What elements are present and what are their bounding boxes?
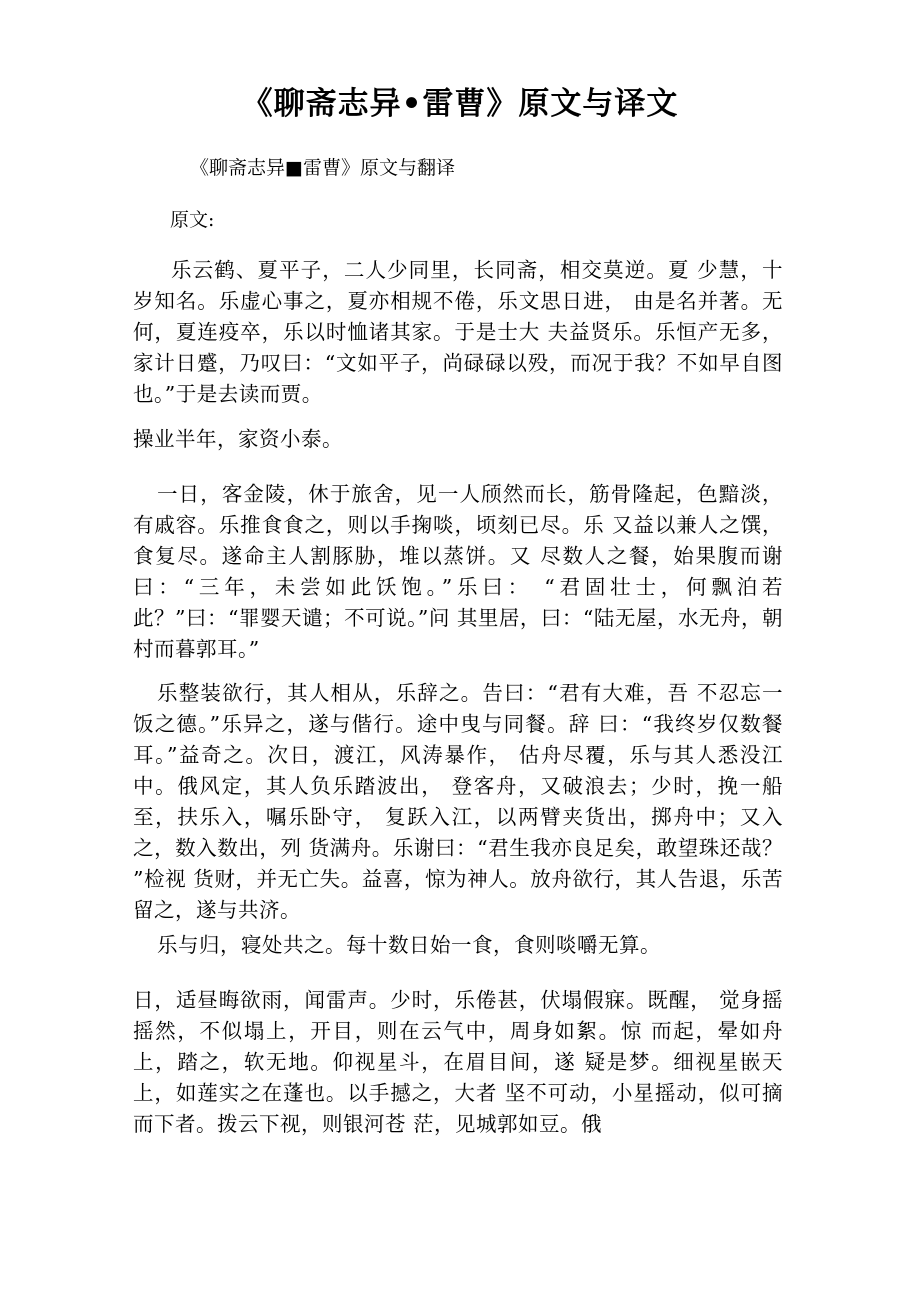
paragraph: 乐与归，寝处共之。每十数日始一食，食则啖嚼无算。: [157, 933, 661, 957]
section-label: 原文:: [170, 209, 215, 231]
paragraph: 乐云鹤、夏平子，二人少同里，长同斋，相交莫逆。夏 少慧，十岁知名。乐虚心事之，夏亦相规不倦，乐文思日进， 由是名并著。无何，夏连疫卒，乐以时恤诸其家。于是士大 夫益贤乐。乐恒产无多，家计日蹙，乃叹曰：“文如平子，尚碌碌以殁，而况于我？不如早自图也。”于是去读而贾。: [133, 258, 783, 406]
paragraph: 乐整装欲行，其人相从，乐辞之。告曰：“君有大难，吾 不忍忘一饭之德。”乐异之，遂与偕行。途中曳与同餐。辞 曰：“我终岁仅数餐耳。”益奇之。次日，渡江，风涛暴作， 估舟尽覆，乐与其人悉没江中。俄风定，其人负乐踏波出， 登客舟，又破浪去；少时，挽一船至，扶乐入，嘱乐卧守， 复跃入江，以两臂夹货出，掷舟中；又入之，数入数出，列 货满舟。乐谢曰：“君生我亦良足矣，敢望珠还哉？ ”检视 货财，并无亡失。益喜，惊为神人。放舟欲行，其人告退，乐苦留之，遂与共济。: [133, 681, 791, 922]
paragraph: 操业半年，家资小泰。: [133, 427, 343, 451]
document-subtitle: 《聊斋志异■雷曹》原文与翻译: [190, 157, 455, 179]
paragraph: 一日，客金陵，休于旅舍，见一人颀然而长，筋骨隆起，色黯淡，有戚容。乐推食食之，则以手掬啖，顷刻已尽。乐 又益以兼人之馔，食复尽。遂命主人割豚胁，堆以蒸饼。又 尽数人之餐，始果腹而谢曰：“三年，未尝如此饫饱。”乐曰： “君固壮士，何飘泊若此？”曰：“罪婴天谴；不可说。”问 其里居，曰：“陆无屋，水无舟，朝村而暮郭耳。”: [133, 482, 783, 661]
document-title: 《聊斋志异•雷曹》原文与译文: [241, 86, 679, 122]
paragraph: 日，适昼晦欲雨，闻雷声。少时，乐倦甚，伏塌假寐。既醒， 觉身摇摇然，不似塌上，开目，则在云气中，周身如絮。惊 而起，晕如舟上，踏之，软无地。仰视星斗，在眉目间，遂 疑是梦。细视星嵌天上，如莲实之在蓬也。以手撼之，大者 坚不可动，小星摇动，似可摘而下者。拨云下视，则银河苍 茫，见城郭如豆。俄: [133, 988, 783, 1136]
